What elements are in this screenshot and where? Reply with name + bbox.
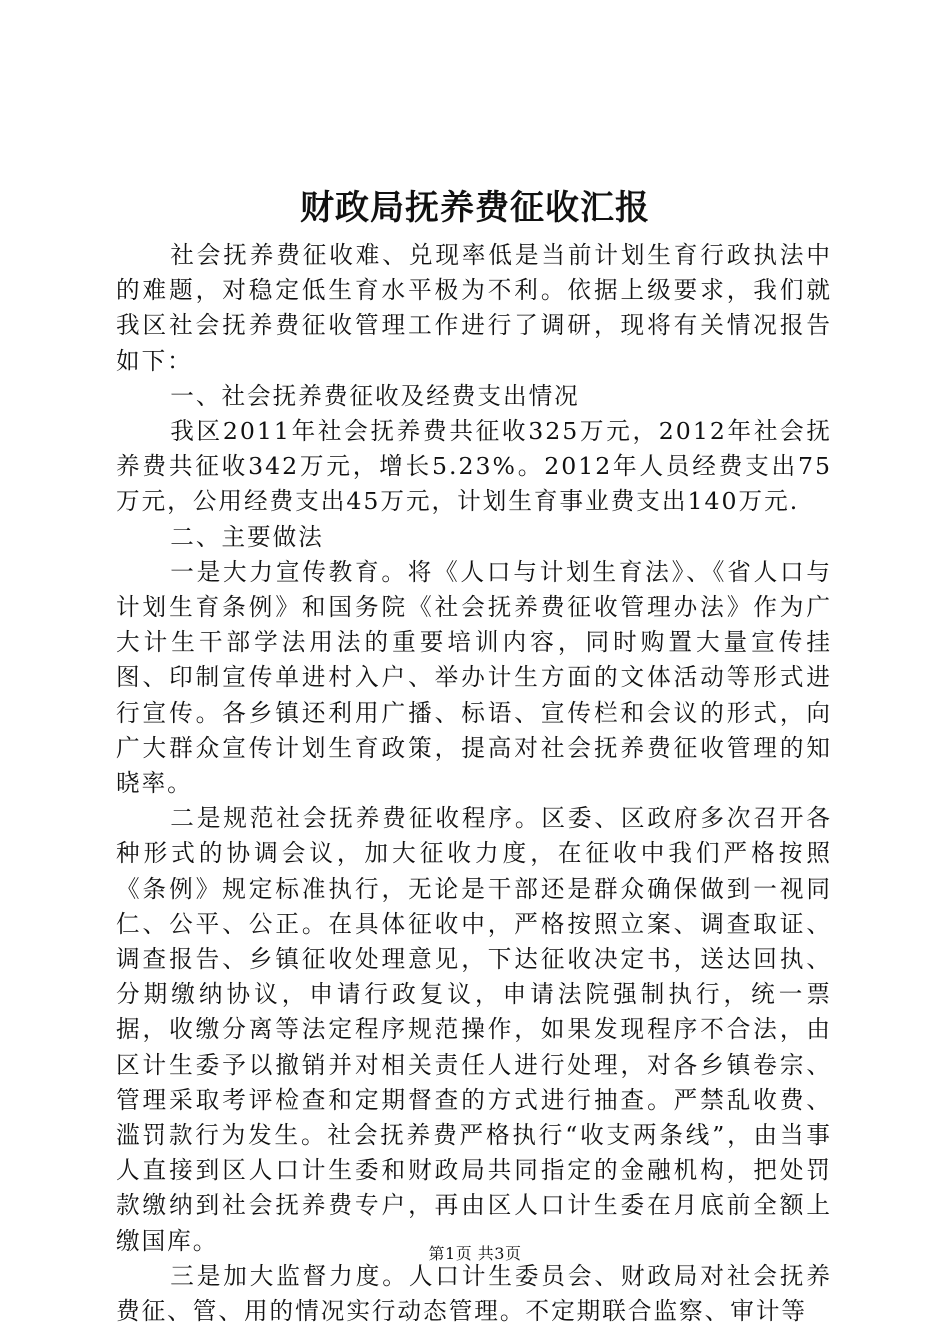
document-title: 财政局抚养费征收汇报 (300, 188, 650, 228)
section-heading-2: 二、主要做法 (170, 522, 324, 551)
paragraph-practice-2: 二是规范社会抚养费征收程序。区委、区政府多次召开各种形式的协调会议，加大征收力度，在征收中我们严格按照《条例》规定标准执行，无论是干部还是群众确保做到一视同仁、公平、公正。在具体征收中，严格按照立案、调查取证、调查报告、乡镇征收处理意见，下达征收决定书，送达回执、分期缴纳协议，申请行政复议，申请法院强制执行，统一票据，收缴分离等法定程序规范操作，如果发现程序不合法，由区计生委予以撤销并对相关责任人进行处理，对各乡镇卷宗、管理采取考评检查和定期督查的方式进行抽查。严禁乱收费、滥罚款行为发生。社会抚养费严格执行“收支两条线”，由当事人直接到区人口计生委和财政局共同指定的金融机构，把处罚款缴纳到社会抚养费专户，再由区人口计生委在月底前全额上缴国库。 (116, 804, 832, 1255)
document-body (116, 238, 832, 1329)
paragraph-intro: 社会抚养费征收难、兑现率低是当前计划生育行政执法中的难题，对稳定低生育水平极为不利。依据上级要求，我们就我区社会抚养费征收管理工作进行了调研，现将有关情况报告如下： (116, 241, 832, 375)
paragraph-statistics: 我区2011年社会抚养费共征收325万元，2012年社会抚养费共征收342万元，增长5.23%。2012年人员经费支出75万元，公用经费支出45万元，计划生育事业费支出140万元. (116, 417, 832, 516)
section-heading-1: 一、社会抚养费征收及经费支出情况 (170, 381, 580, 410)
paragraph-practice-3: 三是加大监督力度。人口计生委员会、财政局对社会抚养费征、管、用的情况实行动态管理。不定期联合监察、审计等 (116, 1261, 832, 1326)
paragraph-practice-1: 一是大力宣传教育。将《人口与计划生育法》、《省人口与计划生育条例》和国务院《社会抚养费征收管理办法》作为广大计生干部学法用法的重要培训内容，同时购置大量宣传挂图、印制宣传单进村入户、举办计生方面的文体活动等形式进行宣传。各乡镇还利用广播、标语、宣传栏和会议的形式，向广大群众宣传计划生育政策，提高对社会抚养费征收管理的知晓率。 (116, 557, 832, 798)
page-footer: 第1页 共3页 (428, 1244, 522, 1263)
